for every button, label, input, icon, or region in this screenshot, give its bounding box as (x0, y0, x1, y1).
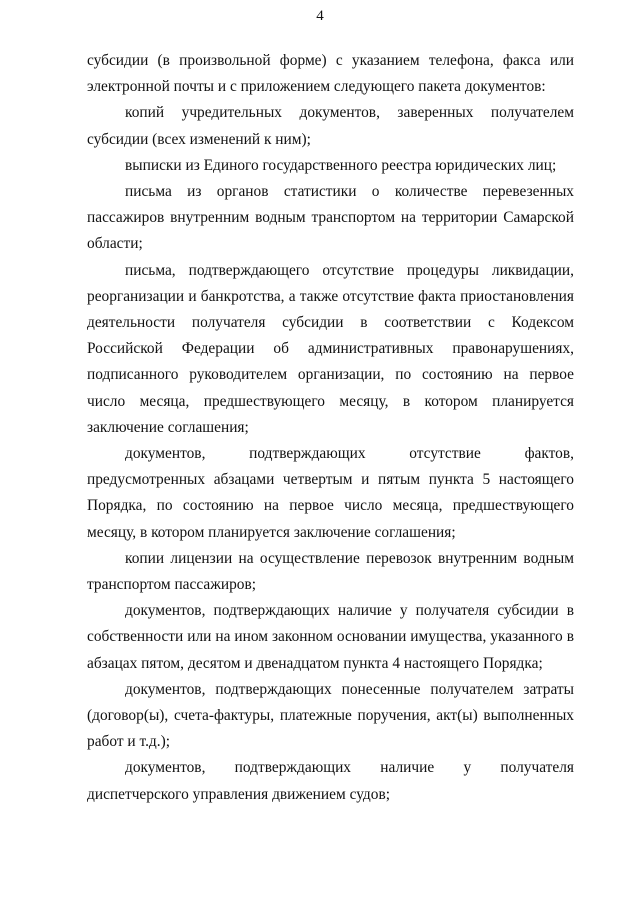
paragraph-license-copy: копии лицензии на осуществление перевозок внутренним водным транспортом пассажиров; (87, 549, 574, 594)
paragraph-facts-documents: документов, подтверждающих отсутствие фактов, предусмотренных абзацами четвертым и пятым пункта 5 настоящего Порядка, по состоянию на первое число месяца, предшествующего месяцу, в котором планируется заключение соглашения; (87, 445, 574, 541)
paragraph-costs-documents: документов, подтверждающих понесенные получателем затраты (договор(ы), счета-фактуры, платежные поручения, акт(ы) выполненных работ и т.д.); (87, 680, 574, 751)
paragraph-register-extract: выписки из Единого государственного реестра юридических лиц; (125, 156, 557, 174)
document-body (87, 48, 574, 808)
paragraph-intro: субсидии (в произвольной форме) с указанием телефона, факса или электронной почты и с приложением следующего пакета документов: (87, 52, 574, 96)
paragraph-liquidation-letter: письма, подтверждающего отсутствие процедуры ликвидации, реорганизации и банкротства, а также отсутствие факта приостановления деятельности получателя субсидии в соответствии с Кодексом Российской Федерации об административных правонарушениях, подписанного руководителем организации, по состоянию на первое число месяца, предшествующего месяцу, в котором планируется заключение соглашения; (87, 261, 574, 436)
paragraph-property-documents: документов, подтверждающих наличие у получателя субсидии в собственности или на ином законном основании имущества, указанного в абзацах пятом, десятом и двенадцатом пункта 4 настоящего Порядка; (87, 602, 574, 672)
page-number: 4 (316, 8, 324, 24)
paragraph-dispatch-documents: документов, подтверждающих наличие у получателя диспетчерского управления движением судов; (87, 759, 574, 803)
paragraph-founding-documents: копий учредительных документов, заверенных получателем субсидии (всех изменений к ним); (87, 104, 574, 148)
paragraph-statistics-letter: письма из органов статистики о количестве перевезенных пассажиров внутренним водным транспортом на территории Самарской области; (87, 183, 574, 253)
